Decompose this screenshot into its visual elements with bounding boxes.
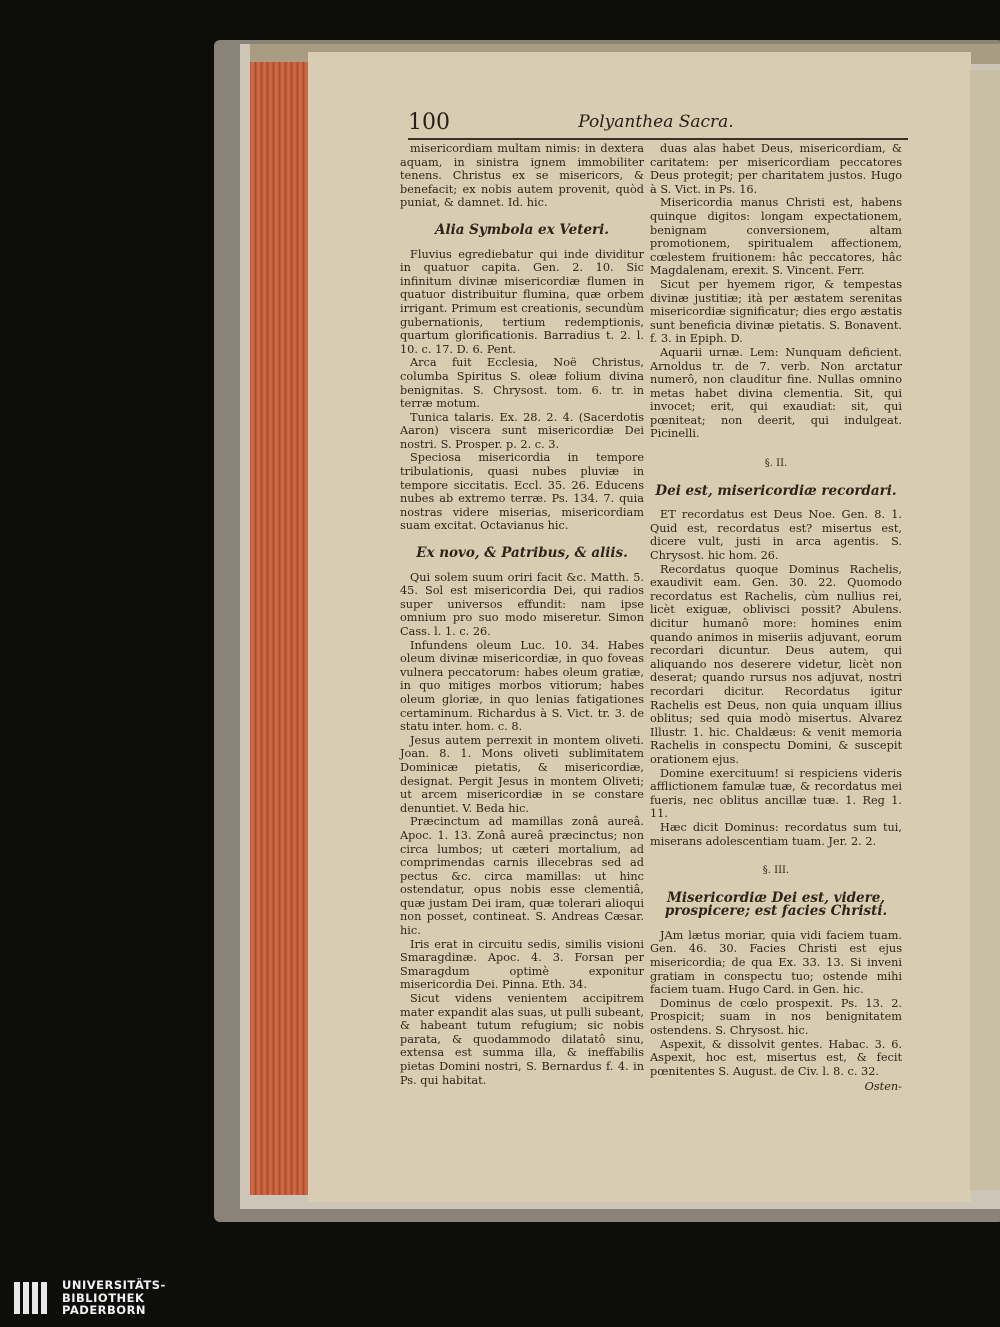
paragraph: Aquarii urnæ. Lem: Nunquam deficient. Arnoldus tr. de 7. verb. Non arctatur numerô, non clauditur fine. Nullas omnino metas habet divina clementia. Sit, qui invocet; erit, qui exaudiat: sit, qui pœniteat; non deerit, qui indulgeat. Picinelli.	[650, 345, 902, 441]
paragraph: Qui solem suum oriri facit &c. Matth. 5. 45. Sol est misericordia Dei, qui radios super universos effundit: nam ipse omnium pro suo modo miseretur. Simon Cass. l. 1. c. 26.	[400, 570, 644, 638]
catchword: Osten-	[864, 1080, 902, 1094]
section-heading: Dei est, misericordiæ recordari.	[655, 482, 897, 499]
paragraph: Præcinctum ad mamillas zonâ aureâ. Apoc. 1. 13. Zonâ aureâ præcinctus; non circa lumbos; ut cæteri mortalium, ad comprimendas carnis illecebras sed ad pectus &c. circa mamillas: ut hinc ostendatur, opus nobis esse clementiâ, quæ justam Dei iram, quæ tolerari alioqui non posset, contineat. S. Andreas Cæsar. hic.	[400, 815, 644, 938]
paragraph: Speciosa misericordia in tempore tribulationis, quasi nubes pluviæ in tempore siccitatis. Eccl. 35. 26. Educens nubes ab extremo terræ. Ps. 134. 7. quia nostras videre miserias, misericordiam suam excitat. Octavianus hic.	[400, 451, 644, 533]
paragraph: Jesus autem perrexit in montem oliveti. Joan. 8. 1. Mons oliveti sublimitatem Dominicæ pietatis, & misericordiæ, designat. Pergit Jesus in montem Oliveti; ut arcem misericordiæ in se constare denuntiet. V. Beda hic.	[400, 733, 644, 815]
library-logo-icon	[12, 1278, 52, 1318]
running-title: Polyanthea Sacra.	[578, 112, 734, 132]
facing-page-edge	[970, 70, 1000, 1190]
right-column	[650, 142, 902, 1094]
paragraph: ET recordatus est Deus Noe. Gen. 8. 1. Quid est, recordatus est? misertus est, dicere vult, justi in arca agentis. S. Chrysost. hic hom. 26.	[650, 508, 902, 563]
paragraph: Hæc dicit Dominus: recordatus sum tui, miserans adolescentiam tuam. Jer. 2. 2.	[650, 820, 902, 848]
paragraph: Infundens oleum Luc. 10. 34. Habes oleum divinæ misericordiæ, in quo foveas vulnera peccatorum: habes oleum gratiæ, in quo mitiges morbos vitiorum; habes oleum gloriæ, in quo lenias fatigationes certaminum. Richardus à S. Vict. tr. 3. de statu inter. hom. c. 8.	[400, 638, 644, 734]
library-name-line1: UNIVERSITÄTS-	[62, 1278, 166, 1292]
paragraph: Arca fuit Ecclesia, Noë Christus, columba Spiritus S. oleæ folium divina benignitas. S. Chrysost. tom. 6. tr. in terræ motum.	[400, 356, 644, 411]
paragraph: JAm lætus moriar, quia vidi faciem tuam. Gen. 46. 30. Facies Christi est ejus misericordia; de qua Ex. 33. 13. Si inveni gratiam in conspectu tuo; ostende mihi faciem tuam. Hugo Card. in Gen. hic.	[650, 928, 902, 997]
library-name-line2: BIBLIOTHEK	[62, 1290, 145, 1305]
page-number: 100	[408, 110, 450, 135]
library-name	[62, 1279, 166, 1317]
section-number: §. III.	[762, 865, 790, 877]
paragraph: Recordatus quoque Dominus Rachelis, exaudivit eam. Gen. 30. 22. Quomodo recordatus est Rachelis, cùm nullius rei, licèt exiguæ, oblivisci possit? Abulens. dicitur humanô more: homines enim quando animos in miseriis adjuvant, eorum recordari dicuntur. Deus autem, qui aliquando nos deserere videtur, licèt non deserat; quando rursus nos adjuvat, nostri recordari dicitur. Recordatus igitur Rachelis est Deus, non quia unquam illius oblitus; sed quia modò misertus. Alvarez Illustr. 1. hic. Chaldæus: & venit memoria Rachelis in conspectu Domini, & suscepit orationem ejus.	[650, 562, 902, 766]
paragraph: Dominus de cœlo prospexit. Ps. 13. 2. Prospicit; suam in nos benignitatem ostendens. S. Chrysost. hic.	[650, 996, 902, 1038]
library-name-line3: PADERBORN	[62, 1303, 147, 1317]
section-heading: Misericordiæ Dei est, videre, prospicere; est facies Christi.	[664, 889, 888, 920]
paragraph: Aspexit, & dissolvit gentes. Habac. 3. 6. Aspexit, hoc est, misertus est, & fecit pœnitentes S. August. de Civ. l. 8. c. 32.	[650, 1037, 902, 1078]
paragraph: Domine exercituum! si respiciens videris afflictionem famulæ tuæ, & recordatus mei fueris, nec oblitus ancillæ tuæ. 1. Reg 1. 11.	[650, 766, 902, 821]
section-heading: Ex novo, & Patribus, & aliis.	[416, 545, 628, 562]
paragraph: duas alas habet Deus, misericordiam, & caritatem: per misericordiam peccatores Deus protegit; per charitatem justos. Hugo à S. Vict. in Ps. 16.	[650, 142, 902, 196]
paragraph: Fluvius egrediebatur qui inde dividitur in quatuor capita. Gen. 2. 10. Sic infinitum divinæ misericordiæ flumen in quatuor distribuitur flumina, quæ orbem irrigant. Primum est creationis, secundùm gubernationis, tertium redemptionis, quartum glorificationis. Barradius t. 2. l. 10. c. 17. D. 6. Pent.	[400, 247, 644, 356]
section-heading: Alia Symbola ex Veteri.	[434, 221, 609, 238]
header-rule	[408, 138, 908, 140]
paragraph: Misericordia manus Christi est, habens quinque digitos: longam expectationem, benignam conversionem, altam promotionem, spiritualem affectionem, cœlestem fruitionem: hâc peccatores, hâc Magdalenam, erexit. S. Vincent. Ferr.	[650, 196, 902, 278]
paragraph: Tunica talaris. Ex. 28. 2. 4. (Sacerdotis Aaron) viscera sunt misericordiæ Dei nostri. S. Prosper. p. 2. c. 3.	[400, 410, 644, 451]
paragraph: Sicut videns venientem accipitrem mater expandit alas suas, ut pulli subeant, & habeant tutum refugium; sic nobis parata, & quodammodo dilatatô sinu, extensa est summa illa, & ineffabilis pietas Domini nostri, S. Bernardus f. 4. in Ps. qui habitat.	[400, 992, 644, 1087]
section-number: §. II.	[764, 458, 788, 470]
paragraph: Iris erat in circuitu sedis, similis visioni Smaragdinæ. Apoc. 4. 3. Forsan per Smaragdum optimè exponitur misericordia Dei. Pinna. Eth. 34.	[400, 937, 644, 992]
paragraph: misericordiam multam nimis: in dextera aquam, in sinistra ignem immobiliter tenens. Christus ex se misericors, & benefacit; ex nobis autem provenit, quòd puniat, & damnet. Id. hic.	[400, 142, 644, 210]
left-column	[400, 142, 644, 1087]
paragraph: Sicut per hyemem rigor, & tempestas divinæ justitiæ; ità per æstatem serenitas misericordiæ significatur; dies ergo æstatis sunt beneficia divinæ pietatis. S. Bonavent. f. 3. in Epiph. D.	[650, 277, 902, 346]
red-page-edges	[250, 62, 312, 1195]
page-header	[408, 108, 904, 138]
